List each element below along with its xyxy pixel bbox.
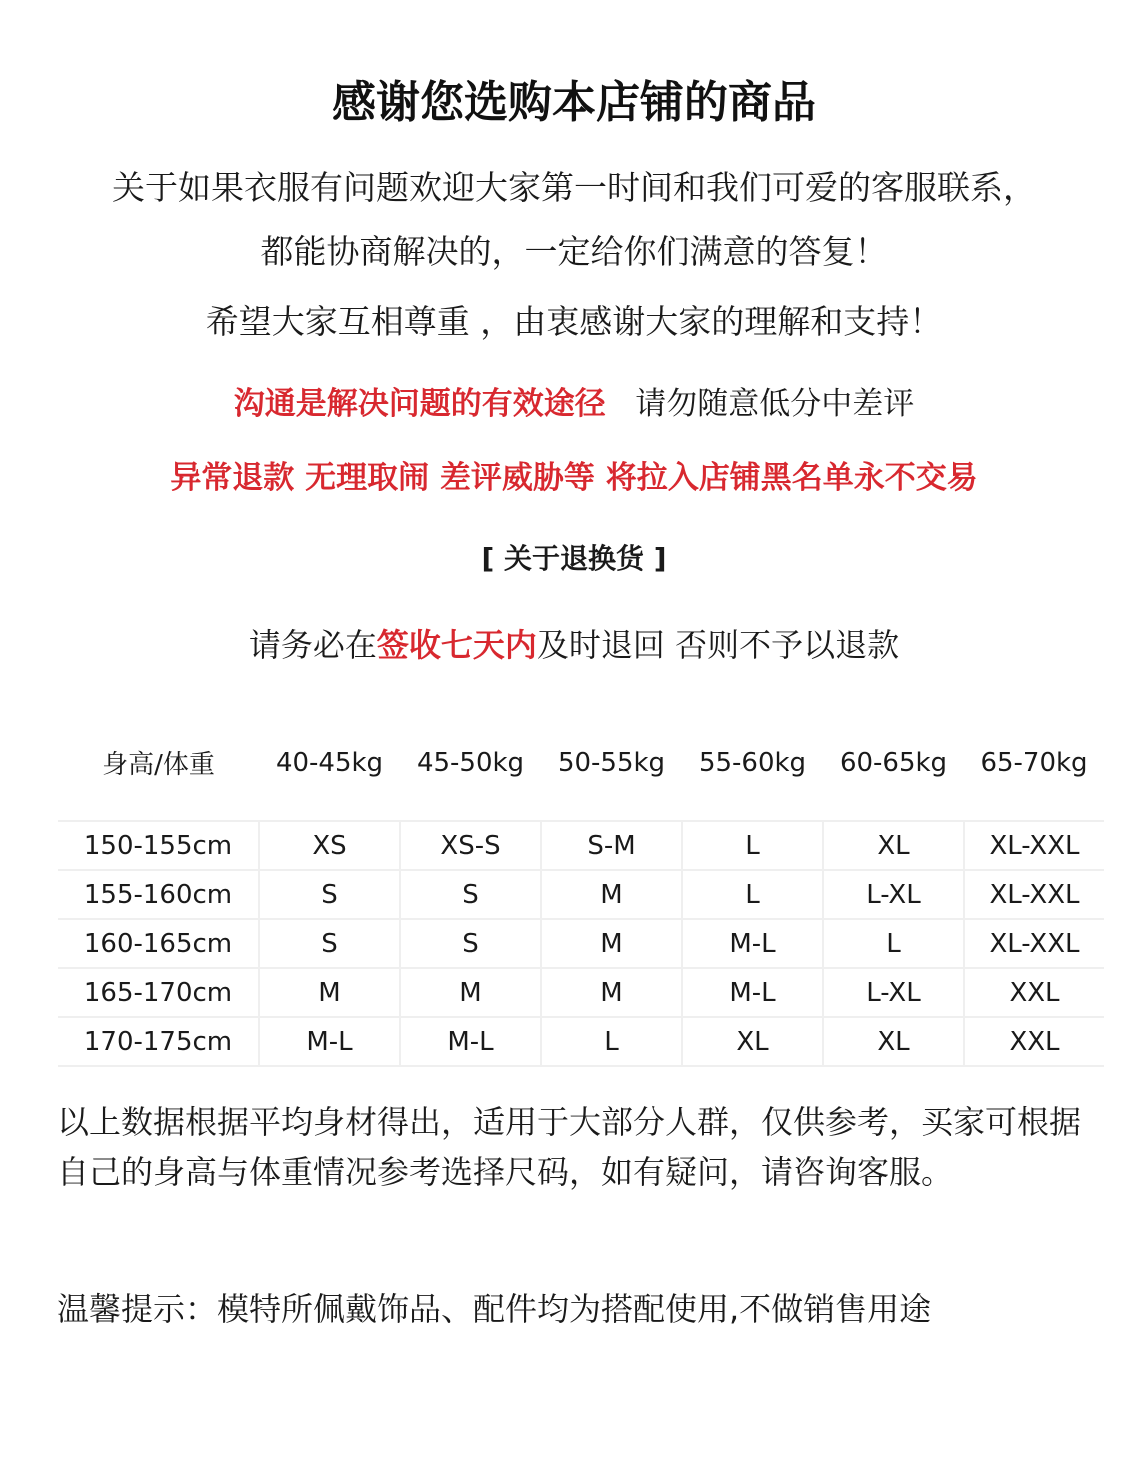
table-row-label: 160-165cm [58,919,259,968]
table-row [58,821,1104,870]
returns-policy [0,620,1148,666]
intro-line-3: 希望大家互相尊重 ，由衷感谢大家的理解和支持！ [205,302,943,341]
table-row [58,968,1104,1017]
table-row [58,870,1104,919]
size-note: 以上数据根据平均身材得出，适用于大部分人群，仅供参考，买家可根据自己的身高与体重情况参考选择尺码，如有疑问，请咨询客服。 [57,1103,1082,1191]
table-row-cell: M [541,919,682,968]
intro-line-1: 关于如果衣服有问题欢迎大家第一时间和我们可爱的客服联系， [112,168,1036,207]
table-row-cell: L-XL [823,968,964,1017]
table-row-cell: S [259,919,400,968]
table-row-cell: M [541,870,682,919]
table-header-row-cell: 45-50kg [416,747,525,778]
table-header-row [58,735,1104,790]
warning-communication-black: 请勿随意低分中差评 [635,386,915,422]
table-header-row-cell: 60-65kg [839,747,948,778]
tip-text: 温馨提示：模特所佩戴饰品、配件均为搭配使用,不做销售用途 [57,1290,932,1328]
intro-line-2: 都能协商解决的，一定给你们满意的答复！ [260,232,888,271]
table-row-cell: S [400,870,541,919]
table-row-cell: M [541,968,682,1017]
table-row-cell: M-L [400,1017,541,1066]
table-row-cell: M [400,968,541,1017]
page-title: 感谢您选购本店铺的商品 [332,77,816,128]
size-table [58,735,1104,1067]
table-row-cell: XXL [964,968,1104,1017]
returns-heading: [ 关于退换货 ] [481,542,667,575]
table-header-row-cell: 55-60kg [698,747,807,778]
table-header-row-cell: 65-70kg [980,747,1088,778]
table-row-cell: L [823,919,964,968]
table-row-label: 170-175cm [58,1017,259,1066]
table-header-row-cell: 40-45kg [275,747,384,778]
table-row-cell: S [400,919,541,968]
table-header-row-label: 身高/体重 [102,750,215,780]
table-row-cell: L [682,870,823,919]
table-row-cell: XL [823,1017,964,1066]
table-header-row-cell: 50-55kg [557,747,666,778]
table-row-cell: XS [259,821,400,870]
table-row-cell: XL-XXL [964,919,1104,968]
table-row-cell: S-M [541,821,682,870]
table-row-cell: M [259,968,400,1017]
table-row-cell: XL-XXL [964,870,1104,919]
table-row-cell: XXL [964,1017,1104,1066]
table-row-cell: L [682,821,823,870]
table-row-cell: M-L [682,919,823,968]
table-row-cell: XL-XXL [964,821,1104,870]
table-row-cell: L [541,1017,682,1066]
table-row-label: 150-155cm [58,821,259,870]
table-row [58,1017,1104,1066]
table-row-cell: M-L [682,968,823,1017]
warning-communication-red: 沟通是解决问题的有效途径 [233,386,606,422]
table-row-cell: L-XL [823,870,964,919]
table-row-cell: XL [682,1017,823,1066]
returns-before: 请务必在 [248,626,377,664]
table-row-cell: XL [823,821,964,870]
warning-communication [0,378,1148,423]
table-row-label: 155-160cm [58,870,259,919]
returns-after: 及时退回 否则不予以退款 [536,626,900,664]
table-row [58,919,1104,968]
returns-highlight: 签收七天内 [376,626,537,664]
table-row-cell: S [259,870,400,919]
warning-blacklist: 异常退款 无理取闹 差评威胁等 将拉入店铺黑名单永不交易 [170,460,978,496]
table-row-cell: M-L [259,1017,400,1066]
table-row-cell: XS-S [400,821,541,870]
table-row-label: 165-170cm [58,968,259,1017]
